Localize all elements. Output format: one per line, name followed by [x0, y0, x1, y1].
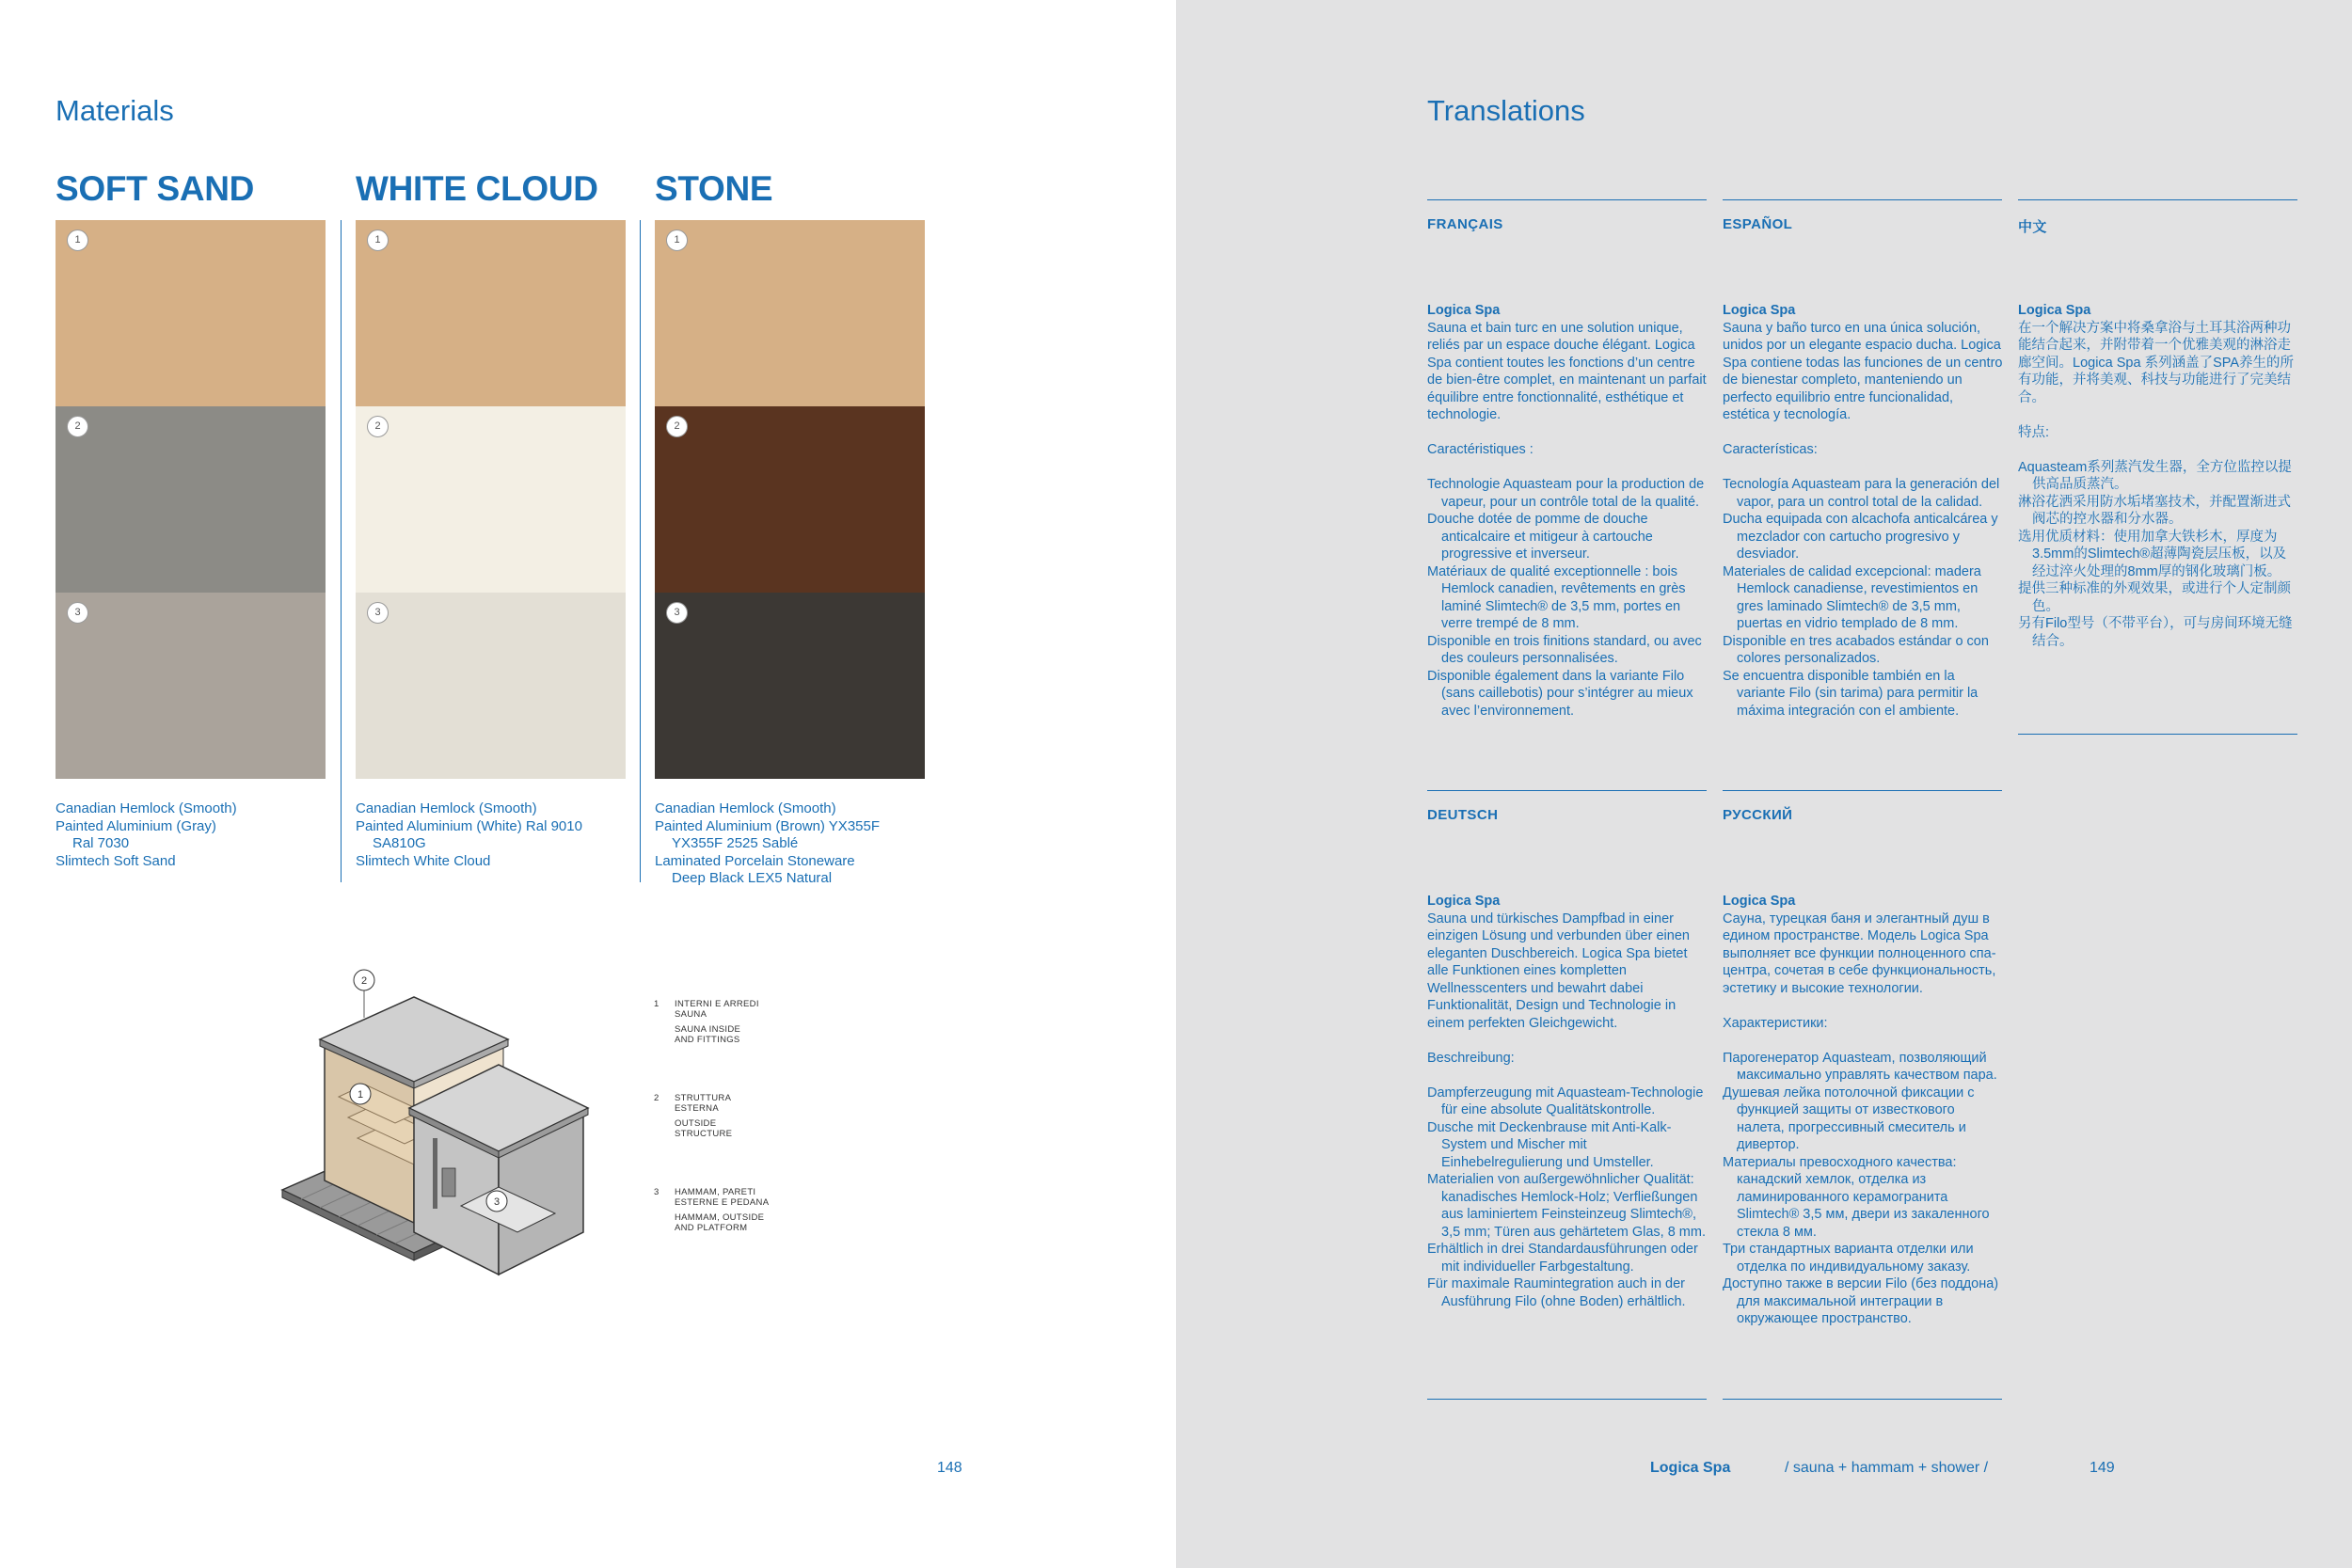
page-title-translations: Translations — [1427, 94, 1585, 127]
swatch-number: 2 — [367, 416, 389, 437]
caption-line: Ral 7030 — [72, 835, 130, 851]
feature-item: Три стандартных варианта отделки или отделка по индивидуальному заказу. — [1723, 1242, 1974, 1275]
lang-heading-francais: FRANÇAIS — [1427, 216, 1503, 232]
feature-item: 另有Filo型号（不带平台），可与房间环境无缝结合。 — [2018, 616, 2293, 649]
lang-heading-espanol: ESPAÑOL — [1723, 216, 1793, 232]
lang-heading-chinese: 中文 — [2018, 219, 2047, 235]
caption-line: Slimtech Soft Sand — [56, 852, 176, 869]
swatch-number: 1 — [67, 230, 88, 251]
translation-francais — [1427, 302, 1708, 720]
swatch-aluminium — [655, 406, 925, 593]
swatch-stoneware — [655, 593, 925, 779]
features-label: Caractéristiques : — [1427, 442, 1534, 457]
material-caption — [56, 800, 328, 870]
legend-number: 2 — [654, 1093, 660, 1103]
feature-item: Materiales de calidad excepcional: madera Hemlock canadiense, revestimientos en gres laminado Slimtech® de 3,5 mm, puertas en vidrio templado de 8 mm. — [1723, 563, 1981, 631]
column-rule — [1723, 790, 2002, 791]
translation-russian — [1723, 893, 2003, 1328]
material-caption — [356, 800, 633, 870]
feature-item: Disponible en trois finitions standard, ou avec des couleurs personnalisées. — [1427, 633, 1702, 666]
caption-line: Deep Black LEX5 Natural — [672, 870, 833, 886]
caption-line: Slimtech White Cloud — [356, 852, 491, 869]
page-title-materials: Materials — [56, 94, 174, 127]
feature-item: Ducha equipada con alcachofa anticalcárea y mezclador con cartucho progresivo y desviador. — [1723, 512, 1998, 562]
caption-line: Canadian Hemlock (Smooth) — [56, 800, 237, 816]
feature-item: Disponible en tres acabados estándar o con colores personalizados. — [1723, 633, 1989, 666]
translation-deutsch — [1427, 893, 1708, 1310]
feature-item: 选用优质材料：使用加拿大铁杉木，厚度为3.5mm的Slimtech®超薄陶瓷层压板，以及经过淬火处理的8mm厚的钢化玻璃门板。 — [2018, 529, 2287, 579]
swatch-number: 1 — [666, 230, 688, 251]
feature-item: Парогенератор Aquasteam, позволяющий максимально управлять качеством пара. — [1723, 1050, 1997, 1083]
feature-item: Dampferzeugung mit Aquasteam-Technologie für eine absolute Qualitätskontrolle. — [1427, 1085, 1704, 1117]
shower-column — [433, 1138, 437, 1209]
feature-item: Für maximale Raumintegration auch in der Ausführung Filo (ohne Boden) erhältlich. — [1427, 1276, 1686, 1309]
column-rule — [1427, 199, 1707, 200]
column-rule — [1427, 1399, 1707, 1400]
translation-chinese — [2018, 302, 2298, 650]
product-name: Logica Spa — [2018, 303, 2091, 318]
page-number-left: 148 — [937, 1460, 962, 1476]
feature-item: Disponible également dans la variante Filo (sans caillebotis) pour s’intégrer au mieux avec l’environnement. — [1427, 668, 1693, 719]
column-rule — [2018, 199, 2297, 200]
swatch-wood — [655, 220, 925, 406]
swatch-stoneware — [56, 593, 326, 779]
feature-item: Доступно также в версии Filo (без поддона) для максимальной интеграции в окружающее пространство. — [1723, 1276, 1999, 1326]
swatch-number: 3 — [666, 602, 688, 624]
features-label: Характеристики: — [1723, 1015, 1828, 1031]
caption-line: Painted Aluminium (Brown) YX355F — [655, 817, 881, 834]
feature-item: Se encuentra disponible también en la variante Filo (sin tarima) para permitir la máxima integración con el ambiente. — [1723, 668, 1979, 719]
feature-item: Душевая лейка потолочной фиксации с функцией защиты от известкового налета, прогрессивный смеситель и дивертор. — [1723, 1085, 1975, 1152]
translations-page — [1176, 0, 2352, 1568]
intro-text: 在一个解决方案中将桑拿浴与土耳其浴两种功能结合起来，并附带着一个优雅美观的淋浴走廊空间。Logica Spa 系列涵盖了SPA养生的所有功能，并将美观、科技与功能进行了完美结合。 — [2018, 320, 2295, 405]
column-rule — [1723, 199, 2002, 200]
column-divider — [341, 220, 342, 882]
swatch-number: 3 — [67, 602, 88, 624]
intro-text: Sauna et bain turc en une solution unique, reliés par un espace douche élégant. Logica Spa contient toutes les fonctions d’un centre de bien-être complet, en maintenant un parfait équilibre entre fonctionnalité, esthétique et technologie. — [1427, 320, 1707, 422]
caption-line: Canadian Hemlock (Smooth) — [655, 800, 836, 816]
callout-label: 2 — [360, 975, 368, 987]
feature-item: Материалы превосходного качества: канадский хемлок, отделка из ламинированного керамогранита Slimtech® 3,5 мм, двери из закаленного стекла 8 мм. — [1723, 1154, 1990, 1240]
material-title-stone: STONE — [655, 169, 773, 208]
caption-line: Canadian Hemlock (Smooth) — [356, 800, 537, 816]
feature-item: Erhältlich in drei Standardausführungen oder mit individueller Farbgestaltung. — [1427, 1242, 1698, 1275]
feature-item: Matériaux de qualité exceptionnelle : bois Hemlock canadien, revêtements en grès laminé Slimtech® de 3,5 mm, portes en verre trempé de 8 mm. — [1427, 563, 1686, 631]
lang-heading-deutsch: DEUTSCH — [1427, 807, 1499, 823]
shower-mixer — [442, 1168, 455, 1196]
legend-number: 1 — [654, 999, 660, 1009]
column-rule — [1723, 1399, 2002, 1400]
material-title-soft-sand: SOFT SAND — [56, 169, 255, 208]
logica-spa-isometric-diagram — [273, 959, 630, 1322]
feature-item: Materialien von außergewöhnlicher Qualität: kanadisches Hemlock-Holz; Verfließungen aus laminiertem Feinsteinzeug Slimtech®, 3,5 mm; Türen aus gehärtetem Glas, 8 mm. — [1427, 1172, 1706, 1240]
legend-text: INTERNI E ARREDI SAUNA SAUNA INSIDE AND FITTINGS — [675, 999, 759, 1045]
intro-text: Сауна, турецкая баня и элегантный душ в едином пространстве. Модель Logica Spa выполняет все функции полноценного спа-центра, сочетая в себе функциональность, эстетику и высокие технологии. — [1723, 911, 1996, 996]
feature-item: Technologie Aquasteam pour la production de vapeur, pour un contrôle total de la qualité. — [1427, 477, 1705, 510]
intro-text: Sauna y baño turco en una única solución, unidos por un elegante espacio ducha. Logica Spa contiene todas las funciones de un centro de bienestar completo, manteniendo un perfecto equilibrio entre funcionalidad, estética y tecnología. — [1723, 320, 2003, 422]
footer-tagline: / sauna + hammam + shower / — [1785, 1460, 1989, 1476]
feature-item: Dusche mit Deckenbrause mit Anti-Kalk-System und Mischer mit Einhebelregulierung und Umsteller. — [1427, 1119, 1672, 1170]
material-title-white-cloud: WHITE CLOUD — [356, 169, 598, 208]
caption-line: Laminated Porcelain Stoneware — [655, 852, 855, 869]
intro-text: Sauna und türkisches Dampfbad in einer einzigen Lösung und verbunden über einen eleganten Duschbereich. Logica Spa bietet alle Funktionen eines kompletten Wellnesscenters und bewahrt dabei Funktionalität, Design und Technologie in einem perfekten Gleichgewicht. — [1427, 911, 1690, 1031]
translation-espanol — [1723, 302, 2003, 720]
diagram-legend — [654, 999, 880, 1243]
legend-text: STRUTTURA ESTERNA OUTSIDE STRUCTURE — [675, 1093, 733, 1139]
features-label: Beschreibung: — [1427, 1050, 1515, 1066]
swatch-number: 2 — [666, 416, 688, 437]
column-rule — [1427, 790, 1707, 791]
swatch-number: 2 — [67, 416, 88, 437]
swatch-aluminium — [56, 406, 326, 593]
features-label: Características: — [1723, 442, 1818, 457]
caption-line: SA810G — [373, 835, 426, 851]
legend-number: 3 — [654, 1187, 660, 1197]
product-name: Logica Spa — [1427, 303, 1501, 318]
feature-item: 淋浴花洒采用防水垢堵塞技术，并配置渐进式阀芯的控水器和分水器。 — [2018, 494, 2291, 527]
caption-line: YX355F 2525 Sablé — [672, 835, 799, 851]
lang-heading-russian: РУССКИЙ — [1723, 807, 1793, 823]
features-label: 特点: — [2018, 424, 2050, 440]
swatch-number: 3 — [367, 602, 389, 624]
swatch-stoneware — [356, 593, 626, 779]
product-name: Logica Spa — [1723, 303, 1796, 318]
swatch-number: 1 — [367, 230, 389, 251]
column-rule — [2018, 734, 2297, 735]
product-name: Logica Spa — [1723, 894, 1796, 909]
callout-label: 3 — [493, 1196, 501, 1208]
callout-label: 1 — [357, 1089, 364, 1101]
swatch-wood — [56, 220, 326, 406]
caption-line: Painted Aluminium (White) Ral 9010 — [356, 817, 582, 834]
feature-item: Douche dotée de pomme de douche anticalcaire et mitigeur à cartouche progressive et inverseur. — [1427, 512, 1653, 562]
page-number-right: 149 — [2090, 1460, 2115, 1476]
product-name: Logica Spa — [1427, 894, 1501, 909]
caption-line: Painted Aluminium (Gray) — [56, 817, 216, 834]
legend-text: HAMMAM, PARETI ESTERNE E PEDANA HAMMAM, OUTSIDE AND PLATFORM — [675, 1187, 770, 1233]
footer-brand: Logica Spa — [1650, 1460, 1731, 1476]
swatch-aluminium — [356, 406, 626, 593]
column-divider — [640, 220, 641, 882]
feature-item: Tecnología Aquasteam para la generación del vapor, para un control total de la calidad. — [1723, 477, 2000, 510]
feature-item: 提供三种标准的外观效果，或进行个人定制颜色。 — [2018, 581, 2291, 614]
feature-item: Aquasteam系列蒸汽发生器，全方位监控以提供高品质蒸汽。 — [2018, 459, 2292, 492]
swatch-wood — [356, 220, 626, 406]
material-caption — [655, 800, 937, 888]
